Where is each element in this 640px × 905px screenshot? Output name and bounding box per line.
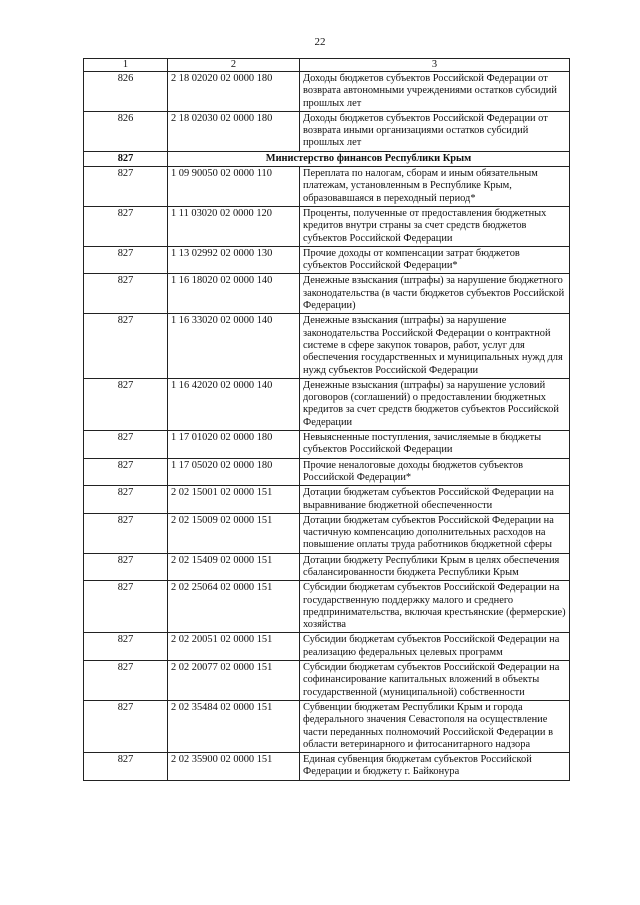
table-row (84, 581, 570, 633)
revenue-description-cell: Дотации бюджету Республики Крым в целях обеспечения сбалансированности бюджета Республики Крым (300, 553, 570, 581)
revenue-description-cell: Денежные взыскания (штрафы) за нарушение бюджетного законодательства (в части бюджетов субъектов Российской Федерации) (300, 274, 570, 314)
table-row (84, 314, 570, 378)
budget-classification-code-cell: 2 18 02030 02 0000 180 (168, 111, 300, 151)
admin-code-cell: 827 (84, 513, 168, 553)
budget-classification-code-cell: 1 16 18020 02 0000 140 (168, 274, 300, 314)
admin-code-cell: 827 (84, 151, 168, 166)
table-row (84, 167, 570, 207)
budget-classification-code-cell: 2 02 15009 02 0000 151 (168, 513, 300, 553)
revenue-description-cell: Дотации бюджетам субъектов Российской Федерации на выравнивание бюджетной обеспеченности (300, 486, 570, 514)
revenue-description-cell: Субсидии бюджетам субъектов Российской Федерации на реализацию федеральных целевых программ (300, 633, 570, 661)
revenue-description-cell: Переплата по налогам, сборам и иным обязательным платежам, установленным в Республике Крым, образовавшаяся в переходный период* (300, 167, 570, 207)
table-row (84, 661, 570, 701)
column-header-1: 1 (84, 59, 168, 72)
budget-classification-code-cell: 1 11 03020 02 0000 120 (168, 206, 300, 246)
table-header-row (84, 59, 570, 72)
page-number: 22 (314, 36, 326, 48)
revenue-description-cell: Доходы бюджетов субъектов Российской Федерации от возврата автономными учреждениями остатков субсидий прошлых лет (300, 72, 570, 112)
table-row (84, 700, 570, 752)
table-row (84, 378, 570, 430)
revenue-description-cell: Субсидии бюджетам субъектов Российской Федерации на государственную поддержку малого и среднего предпринимательства, включая крестьянские (фермерские) хозяйства (300, 581, 570, 633)
budget-classification-code-cell: 1 16 33020 02 0000 140 (168, 314, 300, 378)
table-row (84, 753, 570, 781)
budget-classification-code-cell: 2 02 15409 02 0000 151 (168, 553, 300, 581)
revenue-codes-table (83, 58, 570, 781)
admin-code-cell: 827 (84, 633, 168, 661)
column-header-2: 2 (168, 59, 300, 72)
admin-code-cell: 827 (84, 206, 168, 246)
table-row (84, 274, 570, 314)
revenue-description-cell: Прочие доходы от компенсации затрат бюджетов субъектов Российской Федерации* (300, 246, 570, 274)
budget-classification-code-cell: 2 02 35900 02 0000 151 (168, 753, 300, 781)
revenue-description-cell: Денежные взыскания (штрафы) за нарушение законодательства Российской Федерации о контрактной системе в сфере закупок товаров, работ, услуг для обеспечения государственных и муниципальных нужд для нужд субъектов Российской Федерации (300, 314, 570, 378)
table-row (84, 458, 570, 486)
revenue-description-cell: Субсидии бюджетам субъектов Российской Федерации на софинансирование капитальных вложений в объекты государственной (муниципальной) собственности (300, 661, 570, 701)
budget-classification-code-cell: 1 17 01020 02 0000 180 (168, 431, 300, 459)
admin-code-cell: 827 (84, 246, 168, 274)
budget-classification-code-cell: 1 09 90050 02 0000 110 (168, 167, 300, 207)
budget-classification-code-cell: 1 17 05020 02 0000 180 (168, 458, 300, 486)
revenue-description-cell: Субвенции бюджетам Республики Крым и города федерального значения Севастополя на осуществление части переданных полномочий Российской Федерации в области ветеринарного и фитосанитарного надзора (300, 700, 570, 752)
admin-code-cell: 827 (84, 700, 168, 752)
admin-code-cell: 827 (84, 458, 168, 486)
budget-classification-code-cell: 2 02 25064 02 0000 151 (168, 581, 300, 633)
admin-code-cell: 827 (84, 661, 168, 701)
budget-classification-code-cell: 2 02 15001 02 0000 151 (168, 486, 300, 514)
table-row (84, 486, 570, 514)
admin-code-cell: 827 (84, 314, 168, 378)
admin-code-cell: 827 (84, 167, 168, 207)
revenue-description-cell: Денежные взыскания (штрафы) за нарушение условий договоров (соглашений) о предоставлении бюджетных кредитов за счет средств бюджетов субъектов Российской Федерации (300, 378, 570, 430)
table-row (84, 246, 570, 274)
budget-classification-code-cell: 2 02 35484 02 0000 151 (168, 700, 300, 752)
admin-code-cell: 827 (84, 378, 168, 430)
admin-code-cell: 827 (84, 486, 168, 514)
table-row (84, 111, 570, 151)
budget-classification-code-cell: 1 13 02992 02 0000 130 (168, 246, 300, 274)
admin-code-cell: 827 (84, 553, 168, 581)
budget-classification-code-cell: 2 02 20051 02 0000 151 (168, 633, 300, 661)
ministry-name-cell: Министерство финансов Республики Крым (168, 151, 570, 166)
table-row (84, 431, 570, 459)
table-row (84, 206, 570, 246)
revenue-description-cell: Доходы бюджетов субъектов Российской Федерации от возврата иными организациями остатков субсидий прошлых лет (300, 111, 570, 151)
revenue-description-cell: Единая субвенция бюджетам субъектов Российской Федерации и бюджету г. Байконура (300, 753, 570, 781)
revenue-description-cell: Проценты, полученные от предоставления бюджетных кредитов внутри страны за счет средств бюджетов субъектов Российской Федерации (300, 206, 570, 246)
table-row (84, 553, 570, 581)
revenue-description-cell: Невыясненные поступления, зачисляемые в бюджеты субъектов Российской Федерации (300, 431, 570, 459)
table-row (84, 72, 570, 112)
ministry-heading-row (84, 151, 570, 166)
admin-code-cell: 826 (84, 111, 168, 151)
admin-code-cell: 827 (84, 431, 168, 459)
table-row (84, 633, 570, 661)
revenue-description-cell: Прочие неналоговые доходы бюджетов субъектов Российской Федерации* (300, 458, 570, 486)
budget-classification-code-cell: 2 02 20077 02 0000 151 (168, 661, 300, 701)
admin-code-cell: 827 (84, 581, 168, 633)
column-header-3: 3 (300, 59, 570, 72)
revenue-description-cell: Дотации бюджетам субъектов Российской Федерации на частичную компенсацию дополнительных расходов на повышение оплаты труда работников бюджетной сферы (300, 513, 570, 553)
budget-classification-code-cell: 2 18 02020 02 0000 180 (168, 72, 300, 112)
admin-code-cell: 827 (84, 274, 168, 314)
admin-code-cell: 827 (84, 753, 168, 781)
budget-classification-code-cell: 1 16 42020 02 0000 140 (168, 378, 300, 430)
admin-code-cell: 826 (84, 72, 168, 112)
table-row (84, 513, 570, 553)
